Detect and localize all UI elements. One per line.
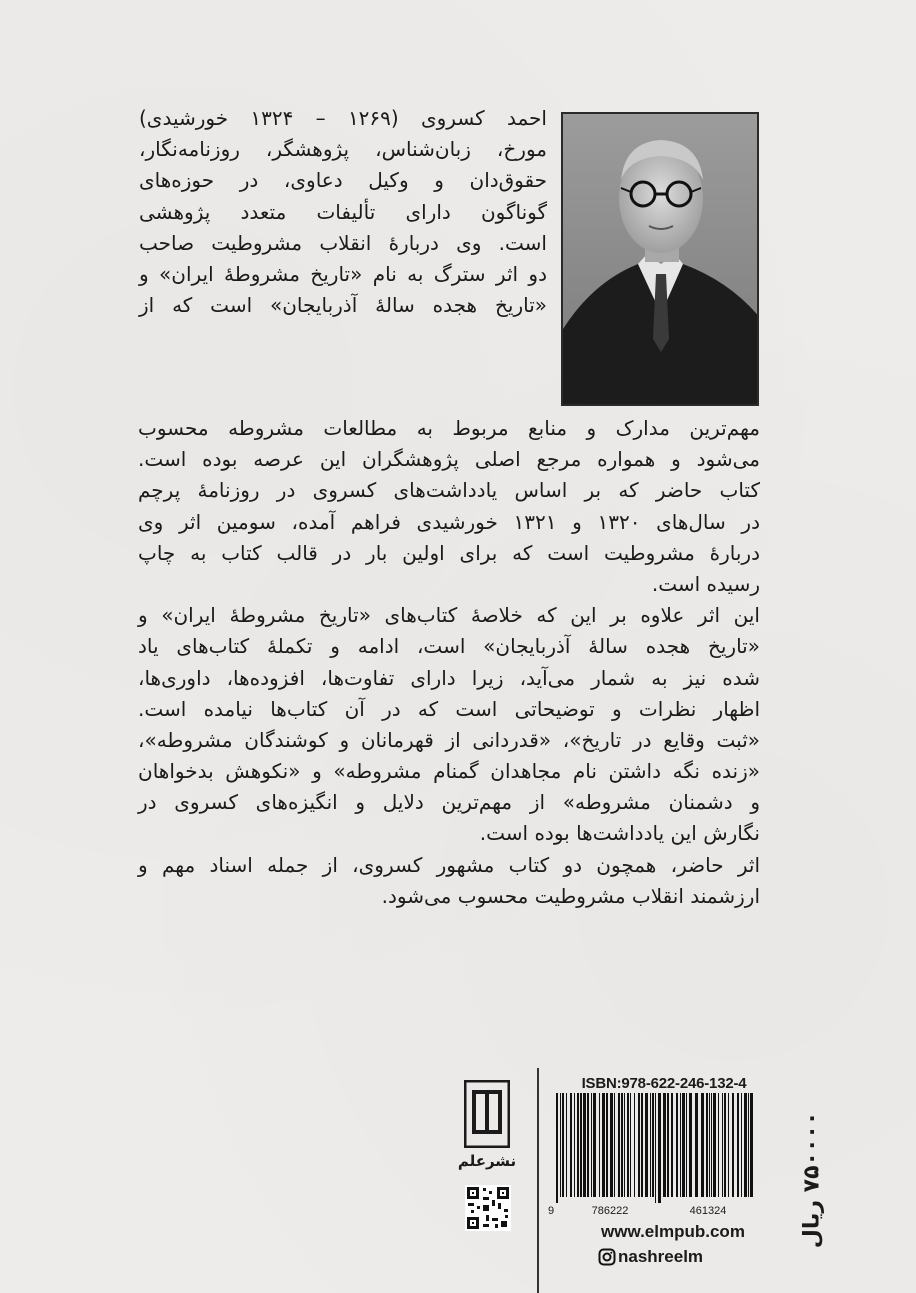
barcode-bar bbox=[706, 1093, 708, 1197]
instagram-handle: nashreelm bbox=[618, 1247, 704, 1266]
barcode-bar bbox=[686, 1093, 687, 1197]
paragraph-line: و دشمنان مشروطه» از مهم‌ترین دلایل و انگیزه‌های کسروی در bbox=[138, 790, 760, 815]
barcode-bar bbox=[641, 1093, 643, 1197]
paragraph-line: دربارهٔ مشروطیت است که برای اولین بار در قالب کتاب به چاپ bbox=[138, 540, 760, 565]
barcode-bar bbox=[560, 1093, 561, 1197]
bio-intro-line: دو اثر سترگ به نام «تاریخ مشروطهٔ ایران» و bbox=[139, 261, 547, 286]
bio-intro-line: مورخ، زبان‌شناس، پژوهشگر، روزنامه‌نگار، bbox=[139, 137, 547, 162]
bio-intro-line: احمد کسروی (۱۲۶۹ – ۱۳۲۴ خورشیدی) bbox=[139, 106, 547, 130]
barcode-bar bbox=[713, 1093, 716, 1197]
barcode-bar bbox=[650, 1093, 651, 1197]
barcode-bar bbox=[630, 1093, 631, 1197]
barcode-bar bbox=[744, 1093, 747, 1197]
bio-intro-line: «تاریخ هجده سالهٔ آذربایجان» است که از bbox=[139, 293, 547, 318]
author-portrait-image bbox=[563, 114, 759, 406]
body-text bbox=[138, 413, 760, 912]
barcode-bar bbox=[680, 1093, 681, 1197]
paragraph-line: «ثبت وقایع در تاریخ»، «قدردانی از قهرمانان و کوشندگان مشروطه»، bbox=[138, 727, 760, 752]
barcode-bar bbox=[663, 1093, 666, 1197]
paragraph-line: «تاریخ هجده سالهٔ آذربایجان» است، ادامه و تکملهٔ کتاب‌های یاد bbox=[138, 634, 760, 659]
barcode-bar bbox=[566, 1093, 567, 1197]
barcode-bar bbox=[587, 1093, 589, 1197]
barcode-bar bbox=[724, 1093, 726, 1197]
barcode-bar bbox=[737, 1093, 739, 1197]
bio-intro-line: حقوق‌دان و وکیل دعاوی، در حوزه‌های bbox=[139, 168, 547, 193]
barcode-icon bbox=[548, 1093, 763, 1203]
paragraph-line: شده نیز به شمار می‌آید، زیرا دارای تفاوت‌ها، افزوده‌ها، داوری‌ها، bbox=[138, 665, 760, 690]
publisher-name: نشرعلم bbox=[457, 1152, 517, 1170]
barcode-bar bbox=[556, 1093, 558, 1203]
barcode-bar bbox=[658, 1093, 661, 1203]
barcode-bar bbox=[627, 1093, 629, 1197]
barcode-bar bbox=[645, 1093, 648, 1197]
barcode-bar bbox=[709, 1093, 710, 1197]
price-label bbox=[782, 1080, 842, 1280]
barcode-bar bbox=[695, 1093, 698, 1197]
paragraph-line: نگارش این یادداشت‌ها بوده است. bbox=[479, 821, 760, 846]
barcode-bar bbox=[606, 1093, 608, 1197]
paragraph-line: این اثر علاوه بر این که خلاصهٔ کتاب‌های «تاریخ مشروطهٔ ایران» و bbox=[138, 603, 760, 628]
barcode-bar bbox=[610, 1093, 613, 1197]
barcode-bar bbox=[593, 1093, 596, 1197]
paragraph-line: ارزشمند انقلاب مشروطیت محسوب می‌شود. bbox=[381, 883, 760, 908]
divider bbox=[537, 1068, 539, 1293]
barcode-bar bbox=[624, 1093, 625, 1197]
barcode-bar bbox=[701, 1093, 704, 1197]
barcode-bar bbox=[634, 1093, 635, 1197]
bio-intro-line: گوناگون دارای تألیفات متعدد پژوهشی bbox=[139, 199, 547, 224]
barcode-bar bbox=[618, 1093, 620, 1197]
barcode-bar bbox=[599, 1093, 600, 1197]
barcode-bar bbox=[577, 1093, 579, 1197]
barcode-bar bbox=[638, 1093, 640, 1197]
barcode-bar bbox=[689, 1093, 692, 1197]
barcode-bar bbox=[722, 1093, 723, 1197]
paragraph-line: اثر حاضر، همچون دو کتاب مشهور کسروی، از جمله اسناد مهم و bbox=[138, 852, 760, 877]
barcode-bar bbox=[750, 1093, 753, 1197]
barcode-bar bbox=[748, 1093, 749, 1197]
isbn-label: ISBN:978-622-246-132-4 bbox=[581, 1075, 747, 1092]
paragraph-line: رسیده است. bbox=[651, 571, 760, 596]
barcode-bar bbox=[682, 1093, 685, 1197]
bio-intro-line: است. وی دربارهٔ انقلاب مشروطیت صاحب bbox=[139, 230, 547, 255]
paragraph-line: اظهار نظرات و توضیحاتی است که در آن کتاب‌ها نیامده است. bbox=[138, 696, 760, 721]
barcode-bar bbox=[570, 1093, 572, 1197]
barcode-bar bbox=[602, 1093, 605, 1197]
bio-full-line: می‌شود و همواره مرجع اصلی پژوهشگران این عرصه بوده است. bbox=[138, 447, 760, 472]
barcode-bar bbox=[671, 1093, 673, 1197]
barcode-bar bbox=[614, 1093, 615, 1197]
instagram-icon bbox=[598, 1248, 616, 1266]
barcode-bar bbox=[728, 1093, 729, 1197]
barcode-bar bbox=[652, 1093, 654, 1197]
barcode-bar bbox=[655, 1093, 656, 1203]
publisher-website: www.elmpub.com bbox=[601, 1222, 745, 1241]
barcode-bar bbox=[667, 1093, 669, 1197]
barcode-bar bbox=[583, 1093, 586, 1197]
paragraph-line: در سال‌های ۱۳۲۰ و ۱۳۲۱ خورشیدی فراهم آمده، سومین اثر وی bbox=[138, 509, 761, 534]
barcode-bar bbox=[718, 1093, 719, 1197]
paragraph-line: کتاب حاضر که بر اساس یادداشت‌های کسروی در روزنامهٔ پرچم bbox=[138, 478, 760, 503]
barcode-bar bbox=[574, 1093, 575, 1197]
barcode-bar bbox=[580, 1093, 582, 1197]
barcode-digits-left: 786222 bbox=[591, 1205, 629, 1217]
barcode-digits-right: 461324 bbox=[689, 1205, 727, 1217]
publisher-logo-icon bbox=[464, 1080, 510, 1148]
barcode-bar bbox=[591, 1093, 592, 1197]
barcode-bar bbox=[741, 1093, 742, 1197]
publisher-instagram bbox=[598, 1247, 758, 1267]
barcode-bar bbox=[676, 1093, 678, 1197]
barcode-bar bbox=[711, 1093, 712, 1197]
barcode-bar bbox=[621, 1093, 623, 1197]
barcode-bar bbox=[732, 1093, 734, 1197]
bio-intro-column bbox=[139, 103, 547, 321]
barcode-digit-first: 9 bbox=[548, 1205, 555, 1217]
price-text: ۷۵۰۰۰۰ ریال bbox=[799, 1111, 825, 1249]
paragraph-line: «زنده نگه داشتن نام مجاهدان گمنام مشروطه» و «نکوهش بدخواهان bbox=[138, 759, 760, 784]
bio-full-line: مهم‌ترین مدارک و منابع مربوط به مطالعات مشروطه محسوب bbox=[138, 416, 760, 440]
barcode-bar bbox=[562, 1093, 564, 1197]
author-photo bbox=[561, 112, 759, 406]
qr-code-icon bbox=[465, 1185, 511, 1231]
